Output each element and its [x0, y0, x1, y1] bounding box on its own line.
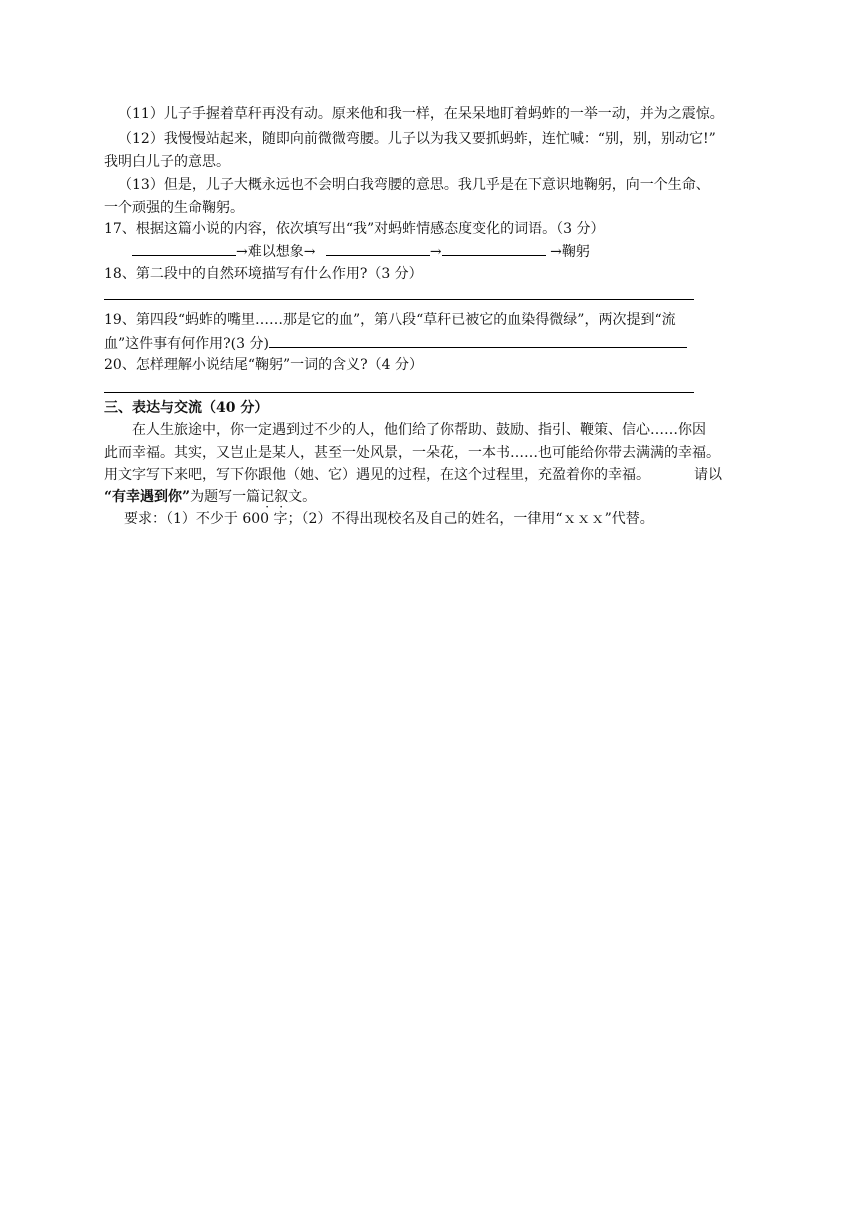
q17-arrow-3: →鞠躬 — [550, 244, 590, 260]
section-3-para-line1: 在人生旅途中，你一定遇到过不少的人，他们给了你帮助、鼓励、指引、鞭策、信心……你因 — [132, 422, 706, 438]
passage-p12-line2: 我明白儿子的意思。 — [104, 154, 230, 170]
section-3-para-line3 — [104, 465, 722, 485]
essay-requirements: 要求：（1）不少于 600 字；（2）不得出现校名及自己的姓名，一律用“ｘｘｘ”代替。 — [124, 511, 654, 527]
q17-blank-2[interactable] — [326, 241, 430, 256]
section-3-para-line4 — [104, 487, 316, 507]
section-3-heading: 三、表达与交流（40 分） — [104, 400, 269, 416]
passage-p11: （11）儿子手握着草秆再没有动。原来他和我一样，在呆呆地盯着蚂蚱的一举一动，并为之震惊。 — [118, 106, 724, 122]
essay-title: “有幸遇到你” — [104, 489, 191, 505]
q17-blank-3[interactable] — [442, 241, 546, 256]
passage-p12-line1: （12）我慢慢站起来，随即向前微微弯腰。儿子以为我又要抓蚂蚱，连忙喊：“别，别，别动它!” — [118, 131, 716, 147]
passage-p13-line2: 一个顽强的生命鞠躬。 — [104, 200, 244, 216]
question-20: 20、怎样理解小说结尾“鞠躬”一词的含义?（4 分） — [104, 357, 423, 373]
section-3-para-line3-text: 用文字写下来吧，写下你跟他（她、它）遇见的过程，在这个过程里，充盈着你的幸福。 — [104, 467, 650, 483]
question-18: 18、第二段中的自然环境描写有什么作用?（3 分） — [104, 266, 423, 282]
q20-answer-line[interactable] — [104, 392, 694, 393]
emphasis-char-2: 叙 — [274, 489, 289, 505]
question-19-line1: 19、第四段“蚂蚱的嘴里……那是它的血”，第八段“草秆已被它的血染得微绿”，两次提到“流 — [104, 312, 676, 328]
section-3-please: 请以 — [694, 467, 722, 483]
question-17-answer-row — [132, 241, 590, 262]
question-17: 17、根据这篇小说的内容，依次填写出“我”对蚂蚱情感态度变化的词语。（3 分） — [104, 221, 605, 237]
emphasis-char-1: 记 — [260, 489, 275, 505]
section-3-para-line4-text: 为题写一篇 — [190, 489, 261, 505]
question-19-line2 — [104, 333, 687, 354]
q17-arrow-2: → — [429, 244, 442, 260]
q19-text: 血”这件事有何作用?(3 分) — [104, 336, 269, 352]
passage-p13-line1: （13）但是，儿子大概永远也不会明白我弯腰的意思。我几乎是在下意识地鞠躬，向一个生命、 — [118, 177, 710, 193]
q19-answer-line[interactable] — [269, 333, 687, 348]
section-3-para-line2: 此而幸福。其实，又岂止是某人，甚至一处风景，一朵花，一本书……也可能给你带去满满的幸福。 — [104, 445, 720, 461]
q17-arrow-1: →难以想象→ — [236, 244, 316, 260]
section-3-para-line4-end: 文。 — [288, 489, 317, 505]
q17-blank-1[interactable] — [132, 241, 236, 256]
q18-answer-line[interactable] — [104, 299, 694, 300]
